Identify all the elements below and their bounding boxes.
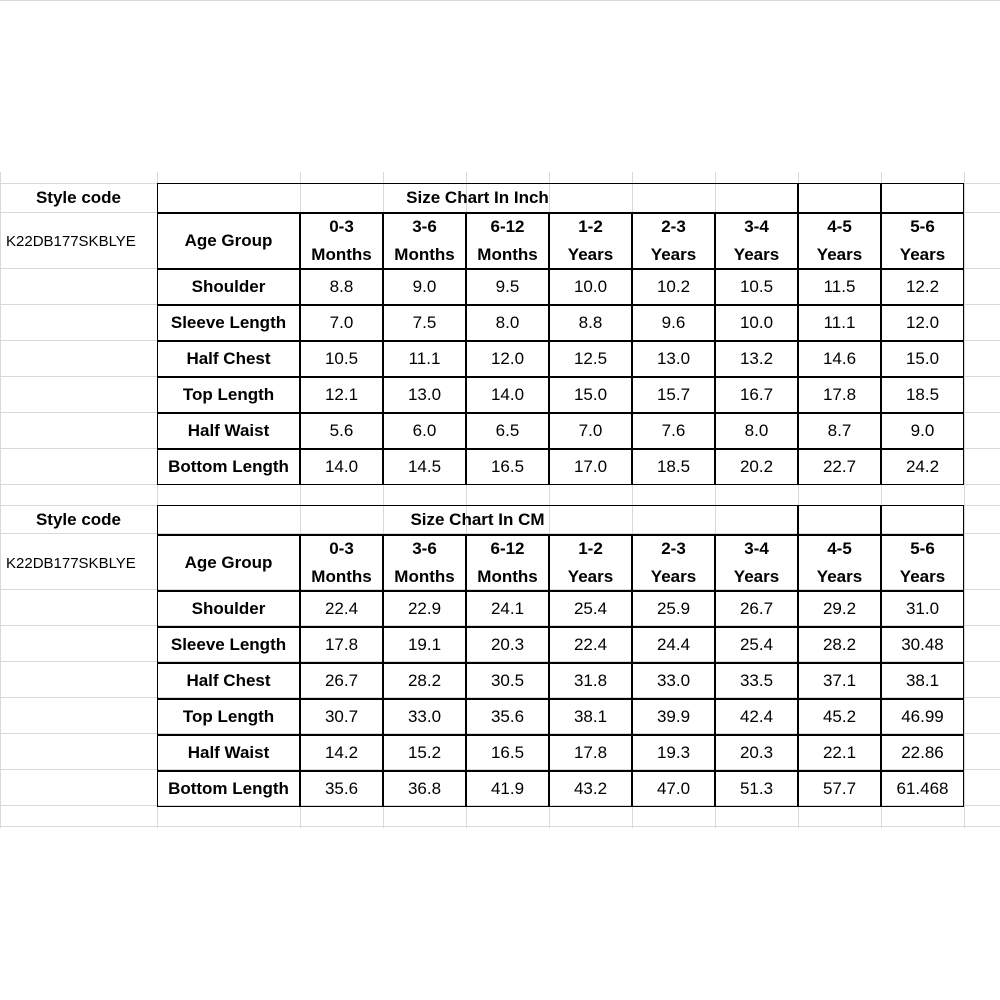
style-code-label: Style code bbox=[35, 188, 122, 207]
empty-header-cell bbox=[798, 505, 881, 535]
table-cell: 17.8 bbox=[549, 735, 632, 771]
table-cell: 25.4 bbox=[549, 591, 632, 627]
chart-title: Size Chart In Inch bbox=[157, 183, 798, 213]
table-cell: 10.5 bbox=[300, 341, 383, 377]
table-cell: 30.7 bbox=[300, 699, 383, 735]
table-cell: 16.7 bbox=[715, 377, 798, 413]
age-unit: Months bbox=[394, 245, 455, 264]
table-cell: 19.1 bbox=[383, 627, 466, 663]
table-cell: 19.3 bbox=[632, 735, 715, 771]
age-range: 4-5 bbox=[827, 539, 852, 558]
table-cell: 8.0 bbox=[466, 305, 549, 341]
table-cell: 18.5 bbox=[632, 449, 715, 485]
table-cell: 57.7 bbox=[798, 771, 881, 807]
table-cell: 33.0 bbox=[632, 663, 715, 699]
table-cell: 51.3 bbox=[715, 771, 798, 807]
table-cell: 42.4 bbox=[715, 699, 798, 735]
table-cell: 8.0 bbox=[715, 413, 798, 449]
age-unit: Months bbox=[394, 567, 455, 586]
table-cell: 22.4 bbox=[549, 627, 632, 663]
table-cell: 17.8 bbox=[798, 377, 881, 413]
table-cell: 16.5 bbox=[466, 449, 549, 485]
gridline bbox=[0, 0, 1000, 1]
age-unit: Months bbox=[311, 245, 372, 264]
table-cell: 25.9 bbox=[632, 591, 715, 627]
table-cell: 11.1 bbox=[383, 341, 466, 377]
age-column-header bbox=[632, 535, 715, 591]
table-cell: 28.2 bbox=[383, 663, 466, 699]
measurement-label: Top Length bbox=[157, 377, 300, 413]
measurement-label: Shoulder bbox=[157, 591, 300, 627]
measurement-label: Bottom Length bbox=[157, 449, 300, 485]
table-cell: 36.8 bbox=[383, 771, 466, 807]
table-cell: 22.9 bbox=[383, 591, 466, 627]
table-cell: 6.5 bbox=[466, 413, 549, 449]
age-unit: Years bbox=[650, 245, 697, 264]
age-range: 2-3 bbox=[661, 217, 686, 236]
measurement-label: Bottom Length bbox=[157, 771, 300, 807]
table-cell: 10.0 bbox=[715, 305, 798, 341]
table-cell: 31.0 bbox=[881, 591, 964, 627]
table-cell: 30.48 bbox=[881, 627, 964, 663]
age-range: 1-2 bbox=[578, 539, 603, 558]
age-unit: Years bbox=[816, 245, 863, 264]
table-cell: 24.4 bbox=[632, 627, 715, 663]
table-cell: 33.0 bbox=[383, 699, 466, 735]
age-column-header bbox=[383, 213, 466, 269]
table-cell: 14.0 bbox=[466, 377, 549, 413]
table-cell: 22.86 bbox=[881, 735, 964, 771]
age-unit: Years bbox=[733, 567, 780, 586]
table-cell: 14.0 bbox=[300, 449, 383, 485]
age-unit: Years bbox=[816, 567, 863, 586]
style-code-value: K22DB177SKBLYE bbox=[6, 232, 136, 250]
table-cell: 15.0 bbox=[549, 377, 632, 413]
table-cell: 14.2 bbox=[300, 735, 383, 771]
table-cell: 47.0 bbox=[632, 771, 715, 807]
table-cell: 8.8 bbox=[300, 269, 383, 305]
age-column-header bbox=[549, 535, 632, 591]
age-column-header bbox=[466, 213, 549, 269]
table-cell: 18.5 bbox=[881, 377, 964, 413]
age-range: 3-4 bbox=[744, 539, 769, 558]
age-unit: Months bbox=[311, 567, 372, 586]
age-range: 0-3 bbox=[329, 539, 354, 558]
table-cell: 15.2 bbox=[383, 735, 466, 771]
age-range: 3-4 bbox=[744, 217, 769, 236]
table-cell: 9.0 bbox=[881, 413, 964, 449]
measurement-label: Half Waist bbox=[157, 413, 300, 449]
table-cell: 12.1 bbox=[300, 377, 383, 413]
table-cell: 45.2 bbox=[798, 699, 881, 735]
table-cell: 9.0 bbox=[383, 269, 466, 305]
table-cell: 39.9 bbox=[632, 699, 715, 735]
table-cell: 22.4 bbox=[300, 591, 383, 627]
age-unit: Years bbox=[733, 245, 780, 264]
table-cell: 22.7 bbox=[798, 449, 881, 485]
table-cell: 11.5 bbox=[798, 269, 881, 305]
table-cell: 11.1 bbox=[798, 305, 881, 341]
table-cell: 43.2 bbox=[549, 771, 632, 807]
gridline bbox=[0, 172, 1, 828]
measurement-label: Sleeve Length bbox=[157, 305, 300, 341]
age-column-header bbox=[632, 213, 715, 269]
table-cell: 7.0 bbox=[549, 413, 632, 449]
measurement-label: Half Chest bbox=[157, 341, 300, 377]
age-column-header bbox=[881, 535, 964, 591]
age-unit: Years bbox=[899, 245, 946, 264]
table-cell: 10.0 bbox=[549, 269, 632, 305]
table-cell: 29.2 bbox=[798, 591, 881, 627]
table-cell: 22.1 bbox=[798, 735, 881, 771]
age-range: 6-12 bbox=[490, 539, 525, 558]
gridline bbox=[0, 826, 1000, 827]
table-cell: 12.0 bbox=[881, 305, 964, 341]
table-cell: 16.5 bbox=[466, 735, 549, 771]
table-cell: 14.5 bbox=[383, 449, 466, 485]
table-cell: 38.1 bbox=[549, 699, 632, 735]
table-cell: 26.7 bbox=[300, 663, 383, 699]
table-cell: 17.0 bbox=[549, 449, 632, 485]
age-column-header bbox=[881, 213, 964, 269]
table-cell: 7.6 bbox=[632, 413, 715, 449]
age-range: 4-5 bbox=[827, 217, 852, 236]
table-cell: 7.0 bbox=[300, 305, 383, 341]
table-cell: 12.2 bbox=[881, 269, 964, 305]
measurement-label: Shoulder bbox=[157, 269, 300, 305]
table-cell: 33.5 bbox=[715, 663, 798, 699]
table-cell: 9.5 bbox=[466, 269, 549, 305]
table-cell: 37.1 bbox=[798, 663, 881, 699]
table-cell: 13.2 bbox=[715, 341, 798, 377]
age-column-header bbox=[549, 213, 632, 269]
table-cell: 35.6 bbox=[300, 771, 383, 807]
table-cell: 20.3 bbox=[715, 735, 798, 771]
table-cell: 8.7 bbox=[798, 413, 881, 449]
age-unit: Years bbox=[567, 245, 614, 264]
table-cell: 25.4 bbox=[715, 627, 798, 663]
table-cell: 15.7 bbox=[632, 377, 715, 413]
age-column-header bbox=[715, 213, 798, 269]
table-cell: 20.2 bbox=[715, 449, 798, 485]
table-cell: 13.0 bbox=[383, 377, 466, 413]
table-cell: 15.0 bbox=[881, 341, 964, 377]
table-cell: 13.0 bbox=[632, 341, 715, 377]
age-range: 3-6 bbox=[412, 539, 437, 558]
table-cell: 35.6 bbox=[466, 699, 549, 735]
table-cell: 31.8 bbox=[549, 663, 632, 699]
style-code-label: Style code bbox=[35, 510, 122, 529]
table-cell: 5.6 bbox=[300, 413, 383, 449]
age-range: 5-6 bbox=[910, 217, 935, 236]
age-unit: Years bbox=[899, 567, 946, 586]
age-range: 0-3 bbox=[329, 217, 354, 236]
age-column-header bbox=[300, 535, 383, 591]
age-column-header bbox=[798, 535, 881, 591]
table-cell: 12.0 bbox=[466, 341, 549, 377]
table-cell: 61.468 bbox=[881, 771, 964, 807]
table-cell: 24.2 bbox=[881, 449, 964, 485]
empty-header-cell bbox=[881, 183, 964, 213]
table-cell: 14.6 bbox=[798, 341, 881, 377]
age-unit: Months bbox=[477, 567, 538, 586]
table-cell: 38.1 bbox=[881, 663, 964, 699]
table-cell: 8.8 bbox=[549, 305, 632, 341]
age-group-label: Age Group bbox=[157, 213, 300, 269]
age-column-header bbox=[798, 213, 881, 269]
table-cell: 24.1 bbox=[466, 591, 549, 627]
empty-header-cell bbox=[798, 183, 881, 213]
table-cell: 10.2 bbox=[632, 269, 715, 305]
age-range: 2-3 bbox=[661, 539, 686, 558]
age-group-label: Age Group bbox=[157, 535, 300, 591]
age-range: 1-2 bbox=[578, 217, 603, 236]
table-cell: 10.5 bbox=[715, 269, 798, 305]
measurement-label: Sleeve Length bbox=[157, 627, 300, 663]
age-column-header bbox=[300, 213, 383, 269]
age-column-header bbox=[715, 535, 798, 591]
empty-header-cell bbox=[881, 505, 964, 535]
age-unit: Months bbox=[477, 245, 538, 264]
table-cell: 17.8 bbox=[300, 627, 383, 663]
table-cell: 41.9 bbox=[466, 771, 549, 807]
table-cell: 6.0 bbox=[383, 413, 466, 449]
table-cell: 28.2 bbox=[798, 627, 881, 663]
table-cell: 12.5 bbox=[549, 341, 632, 377]
measurement-label: Top Length bbox=[157, 699, 300, 735]
age-unit: Years bbox=[567, 567, 614, 586]
table-cell: 30.5 bbox=[466, 663, 549, 699]
table-cell: 46.99 bbox=[881, 699, 964, 735]
age-range: 5-6 bbox=[910, 539, 935, 558]
measurement-label: Half Chest bbox=[157, 663, 300, 699]
chart-title: Size Chart In CM bbox=[157, 505, 798, 535]
age-unit: Years bbox=[650, 567, 697, 586]
age-column-header bbox=[383, 535, 466, 591]
age-range: 6-12 bbox=[490, 217, 525, 236]
table-cell: 9.6 bbox=[632, 305, 715, 341]
table-cell: 20.3 bbox=[466, 627, 549, 663]
age-column-header bbox=[466, 535, 549, 591]
age-range: 3-6 bbox=[412, 217, 437, 236]
measurement-label: Half Waist bbox=[157, 735, 300, 771]
table-cell: 7.5 bbox=[383, 305, 466, 341]
gridline bbox=[964, 172, 965, 828]
table-cell: 26.7 bbox=[715, 591, 798, 627]
style-code-value: K22DB177SKBLYE bbox=[6, 554, 136, 572]
